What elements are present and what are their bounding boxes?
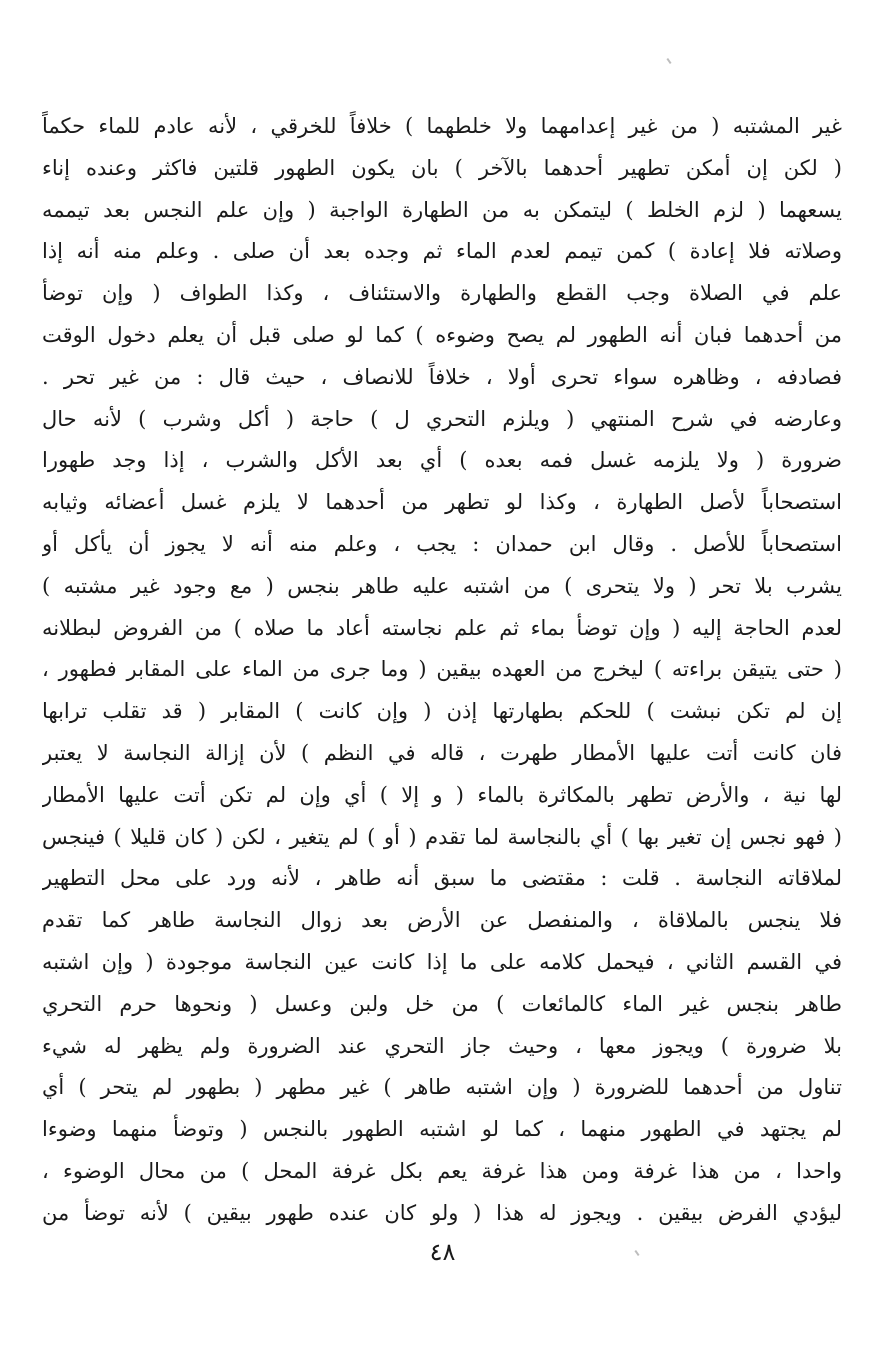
text-line: لها نية ، والأرض تطهر بالمكاثرة بالماء ( و إلا ) أي وإن لم تكن أتت عليها الأمطار	[42, 782, 842, 807]
text-line: ( لكن إن أمكن تطهير أحدهما بالآخر ) بان يكون الطهور قلتين فاكثر وعنده إناء	[42, 155, 842, 180]
text-line: لعدم الحاجة إليه ( وإن توضأ بماء ثم علم نجاسته أعاد ما صلاه ) من الفروض لبطلانه	[42, 615, 842, 640]
text-line: طاهر بنجس غير الماء كالمائعات ) من خل ولبن وعسل ( ونحوها حرم التحري	[42, 991, 842, 1016]
text-line: ( حتى يتيقن براءته ) ليخرج من العهده بيقين ( وما جرى من الماء على المقابر فطهور ،	[42, 657, 842, 682]
text-line: فان كانت أتت عليها الأمطار طهرت ، قاله في النظم ) لأن إزالة النجاسة لا يعتبر	[42, 740, 842, 765]
page-number: ٤٨	[429, 1238, 456, 1266]
text-line: إن لم تكن نبشت ) للحكم بطهارتها إذن ( وإن كانت ) المقابر ( قد تقلب ترابها	[42, 699, 842, 724]
text-line: ( فهو نجس إن تغير بها ) أي بالنجاسة لما تقدم ( أو ) لم يتغير ، لكن ( كان قليلا ) فينجس	[42, 824, 842, 849]
text-line: علم في الصلاة وجب القطع والطهارة والاستئناف ، وكذا الطواف ( وإن توضأ	[42, 281, 842, 306]
paper-speck	[666, 58, 671, 64]
text-line: واحدا ، من هذا غرفة ومن هذا غرفة يعم بكل غرفة المحل ) من محال الوضوء ،	[42, 1158, 842, 1183]
text-line: فصادفه ، وظاهره سواء تحرى أولا ، خلافاً للانصاف ، حيث قال : من غير تحر .	[42, 364, 842, 389]
text-line: لم يجتهد في الطهور منهما ، كما لو اشتبه الطهور بالنجس ( وتوضأ منهما وضوءا	[42, 1117, 842, 1142]
text-line: يسعهما ( لزم الخلط ) ليتمكن به من الطهارة الواجبة ( وإن علم النجس بعد تيممه	[42, 197, 842, 222]
text-line: تناول من أحدهما للضرورة ( وإن اشتبه طاهر ) غير مطهر ( بطهور لم يتحر ) أي	[42, 1075, 842, 1100]
text-line: يشرب بلا تحر ( ولا يتحرى ) من اشتبه عليه طاهر بنجس ( مع وجود غير مشتبه )	[42, 573, 842, 598]
text-line: ليؤدي الفرض بيقين . ويجوز له هذا ( ولو كان عنده طهور بيقين ) لأنه توضأ من	[42, 1200, 842, 1225]
text-line: وعارضه في شرح المنتهي ( ويلزم التحري ل ) حاجة ( أكل وشرب ) لأنه حال	[42, 406, 842, 431]
text-line: استصحاباً لأصل الطهارة ، وكذا لو تطهر من أحدهما لا يلزم غسل أعضائه وثيابه	[42, 490, 842, 515]
text-line: فلا ينجس بالملاقاة ، والمنفصل عن الأرض بعد زوال النجاسة طاهر كما تقدم	[42, 908, 842, 933]
text-line: بلا ضرورة ) ويجوز معها ، وحيث جاز التحري عند الضرورة ولم يظهر له شيء	[42, 1033, 842, 1058]
text-line: ضرورة ( ولا يلزمه غسل فمه بعده ) أي بعد الأكل والشرب ، إذا وجد طهورا	[42, 448, 842, 473]
text-line: استصحاباً للأصل . وقال ابن حمدان : يجب ، وعلم منه أنه لا يجوز أن يأكل أو	[42, 531, 842, 556]
text-line: لملاقاته النجاسة . قلت : مقتضى ما سبق أنه طاهر ، لأنه ورد على محل التطهير	[42, 866, 842, 891]
text-line: وصلاته فلا إعادة ) كمن تيمم لعدم الماء ثم وجده بعد أن صلى . وعلم منه أنه إذا	[42, 239, 842, 264]
text-line: في القسم الثاني ، فيحمل كلامه على ما إذا كانت عين النجاسة موجودة ( وإن اشتبه	[42, 949, 842, 974]
body-text	[42, 106, 842, 1235]
text-line: غير المشتبه ( من غير إعدامهما ولا خلطهما ) خلافاً للخرقي ، لأنه عادم للماء حكماً	[42, 114, 842, 138]
text-line: من أحدهما فبان أنه الطهور لم يصح وضوءه ) كما لو صلى قبل أن يعلم دخول الوقت	[42, 322, 842, 347]
